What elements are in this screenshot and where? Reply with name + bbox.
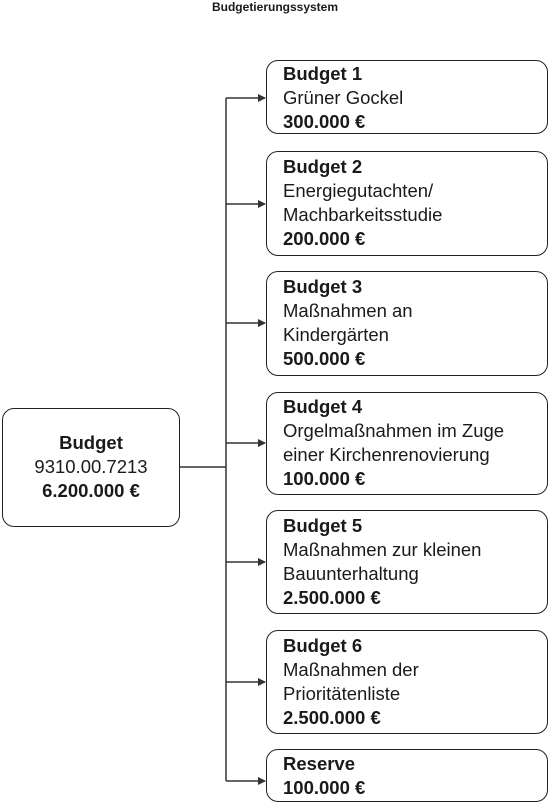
root-budget-amount: 6.200.000 €	[42, 480, 140, 501]
root-budget-code: 9310.00.7213	[34, 456, 148, 477]
budget-3-node	[266, 271, 548, 376]
budget-amount: 100.000 €	[283, 777, 366, 798]
budget-amount: 200.000 €	[283, 228, 366, 249]
budget-description: Maßnahmen an	[283, 300, 413, 321]
budget-4-node	[266, 392, 548, 495]
budget-description: Orgelmaßnahmen im Zuge	[283, 420, 505, 441]
budget-5-node	[266, 510, 548, 614]
budget-amount: 2.500.000 €	[283, 587, 381, 608]
budget-name: Budget 4	[283, 396, 363, 417]
budget-name: Reserve	[283, 753, 356, 774]
budget-description: Prioritätenliste	[283, 683, 401, 704]
budget-description: Energiegutachten/	[283, 180, 434, 201]
budget-amount: 300.000 €	[283, 111, 366, 132]
budget-2-node	[266, 151, 548, 256]
budget-name: Budget 5	[283, 515, 363, 536]
budget-amount: 500.000 €	[283, 348, 366, 369]
budget-1-node	[266, 60, 548, 134]
diagram-title: Budgetierungssystem	[211, 0, 339, 14]
budget-name: Budget 1	[283, 63, 363, 84]
budget-amount: 100.000 €	[283, 468, 366, 489]
budget-6-node	[266, 630, 548, 734]
root-budget-name: Budget	[59, 432, 123, 453]
budget-amount: 2.500.000 €	[283, 707, 381, 728]
budget-description: Kindergärten	[283, 324, 389, 345]
reserve-node	[266, 749, 548, 802]
budget-name: Budget 2	[283, 156, 363, 177]
budget-name: Budget 6	[283, 635, 363, 656]
budget-description: Maßnahmen zur kleinen	[283, 539, 482, 560]
budget-description: einer Kirchenrenovierung	[283, 444, 490, 465]
budget-name: Budget 3	[283, 276, 363, 297]
budget-description: Machbarkeitsstudie	[283, 204, 443, 225]
budget-description: Maßnahmen der	[283, 659, 419, 680]
budget-description: Grüner Gockel	[283, 87, 404, 108]
budget-description: Bauunterhaltung	[283, 563, 419, 584]
root-budget-node	[2, 408, 180, 527]
